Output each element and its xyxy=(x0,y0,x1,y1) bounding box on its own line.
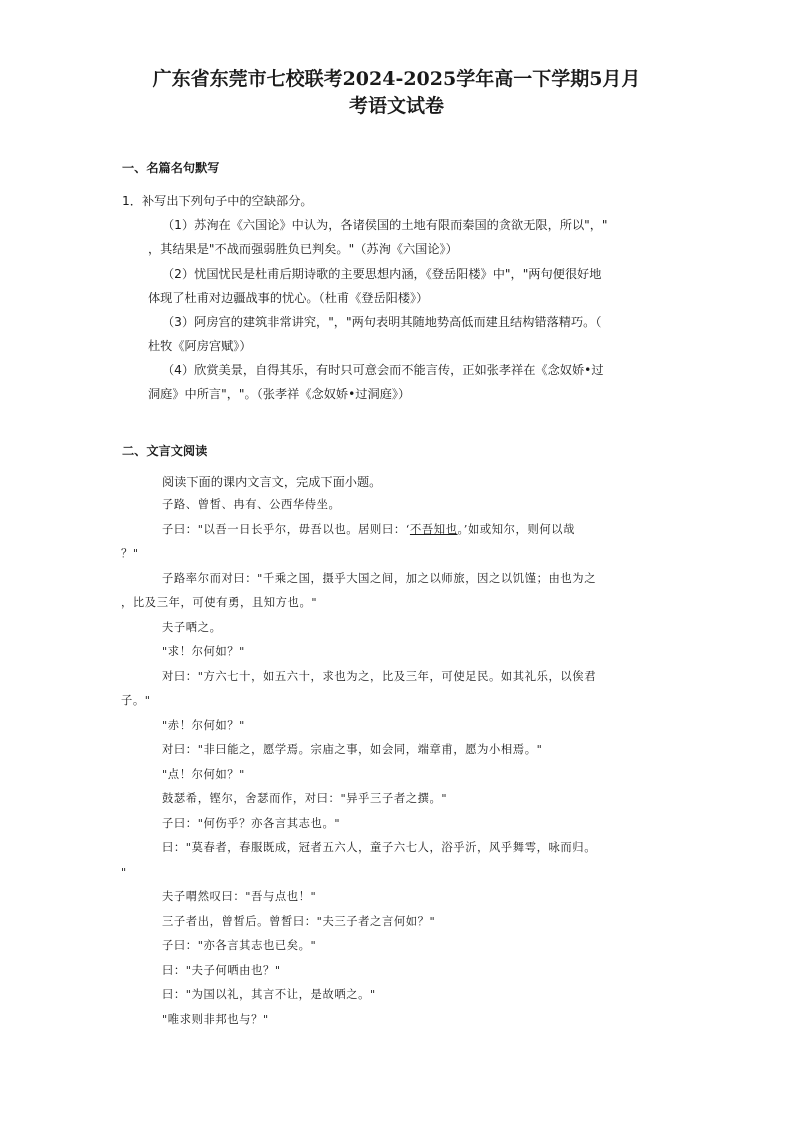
passage-line: "赤！尔何如？" xyxy=(162,719,245,732)
passage-line: 鼓瑟希，铿尔，舍瑟而作，对曰："异乎三子者之撰。" xyxy=(162,792,448,805)
passage-line: "求！尔何如？" xyxy=(162,645,245,658)
passage-line: 夫子喟然叹曰："吾与点也！" xyxy=(162,890,317,903)
question-line: ，其结果是"不战而强弱胜负已判矣。"（苏洵《六国论》） xyxy=(148,242,458,256)
question-line: （1）苏洵在《六国论》中认为，各诸侯国的土地有限而秦国的贪欲无限，所以"，" xyxy=(162,218,608,232)
question-line: 洞庭》中所言"，"。（张孝祥《念奴娇•过洞庭》） xyxy=(148,387,411,401)
passage-line: 子曰："何伤乎？亦各言其志也。" xyxy=(162,817,341,830)
passage-line: "唯求则非邦也与？" xyxy=(162,1013,269,1026)
section-heading-2: 二、文言文阅读 xyxy=(122,444,208,458)
passage-line: 子路、曾皙、冉有、公西华侍坐。 xyxy=(162,498,341,511)
passage-line: ，比及三年，可使有勇，且知方也。" xyxy=(121,596,318,609)
question-line: （2）忧国忧民是杜甫后期诗歌的主要思想内涵，《登岳阳楼》中"，"两句便很好地 xyxy=(162,267,602,281)
question-line: 体现了杜甫对边疆战事的忧心。（杜甫《登岳阳楼》） xyxy=(148,291,429,305)
question-line: 杜牧《阿房宫赋》） xyxy=(148,339,252,353)
page-title xyxy=(80,66,713,120)
title-line-1: 广东省东莞市七校联考2024-2025学年高一下学期5月月 xyxy=(152,68,641,90)
question-stem: 1．补写出下列句子中的空缺部分。 xyxy=(122,194,313,208)
passage-line: 子。" xyxy=(121,694,151,707)
passage-line: 曰："为国以礼，其言不让，是故哂之。" xyxy=(162,988,376,1001)
passage-line: 夫子哂之。 xyxy=(162,621,222,634)
passage-line: 对曰："非曰能之，愿学焉。宗庙之事，如会同，端章甫，愿为小相焉。" xyxy=(162,743,543,756)
question-line: （4）欣赏美景，自得其乐，有时只可意会而不能言传，正如张孝祥在《念奴娇•过 xyxy=(162,363,604,377)
passage-line: " xyxy=(121,866,127,879)
passage-line: 三子者出，曾皙后。曾皙曰："夫三子者之言何如？" xyxy=(162,915,436,928)
section-heading-1: 一、名篇名句默写 xyxy=(122,161,220,175)
passage-line: 曰："莫春者，春服既成，冠者五六人，童子六七人，浴乎沂，风乎舞雩，咏而归。 xyxy=(162,841,597,854)
title-line-2: 考语文试卷 xyxy=(348,95,444,117)
passage-line: 曰："夫子何哂由也？" xyxy=(162,964,281,977)
passage-line: ？" xyxy=(121,547,139,560)
passage-line: 子曰："以吾一日长乎尔，毋吾以也。居则曰：‘不吾知也。’如或知尔，则何以哉 xyxy=(162,523,576,536)
passage-line: "点！尔何如？" xyxy=(162,768,245,781)
passage-line: 子路率尔而对曰："千乘之国，摄乎大国之间，加之以师旅，因之以饥馑；由也为之 xyxy=(162,572,597,585)
reading-intro: 阅读下面的课内文言文，完成下面小题。 xyxy=(162,475,382,489)
passage-line: 子曰："亦各言其志也已矣。" xyxy=(162,939,317,952)
underlined-phrase: 不吾知也 xyxy=(409,523,458,536)
passage-line: 对曰："方六七十，如五六十，求也为之，比及三年，可使足民。如其礼乐，以俟君 xyxy=(162,670,597,683)
question-line: （3）阿房宫的建筑非常讲究，"，"两句表明其随地势高低而建且结构错落精巧。（ xyxy=(162,315,602,329)
